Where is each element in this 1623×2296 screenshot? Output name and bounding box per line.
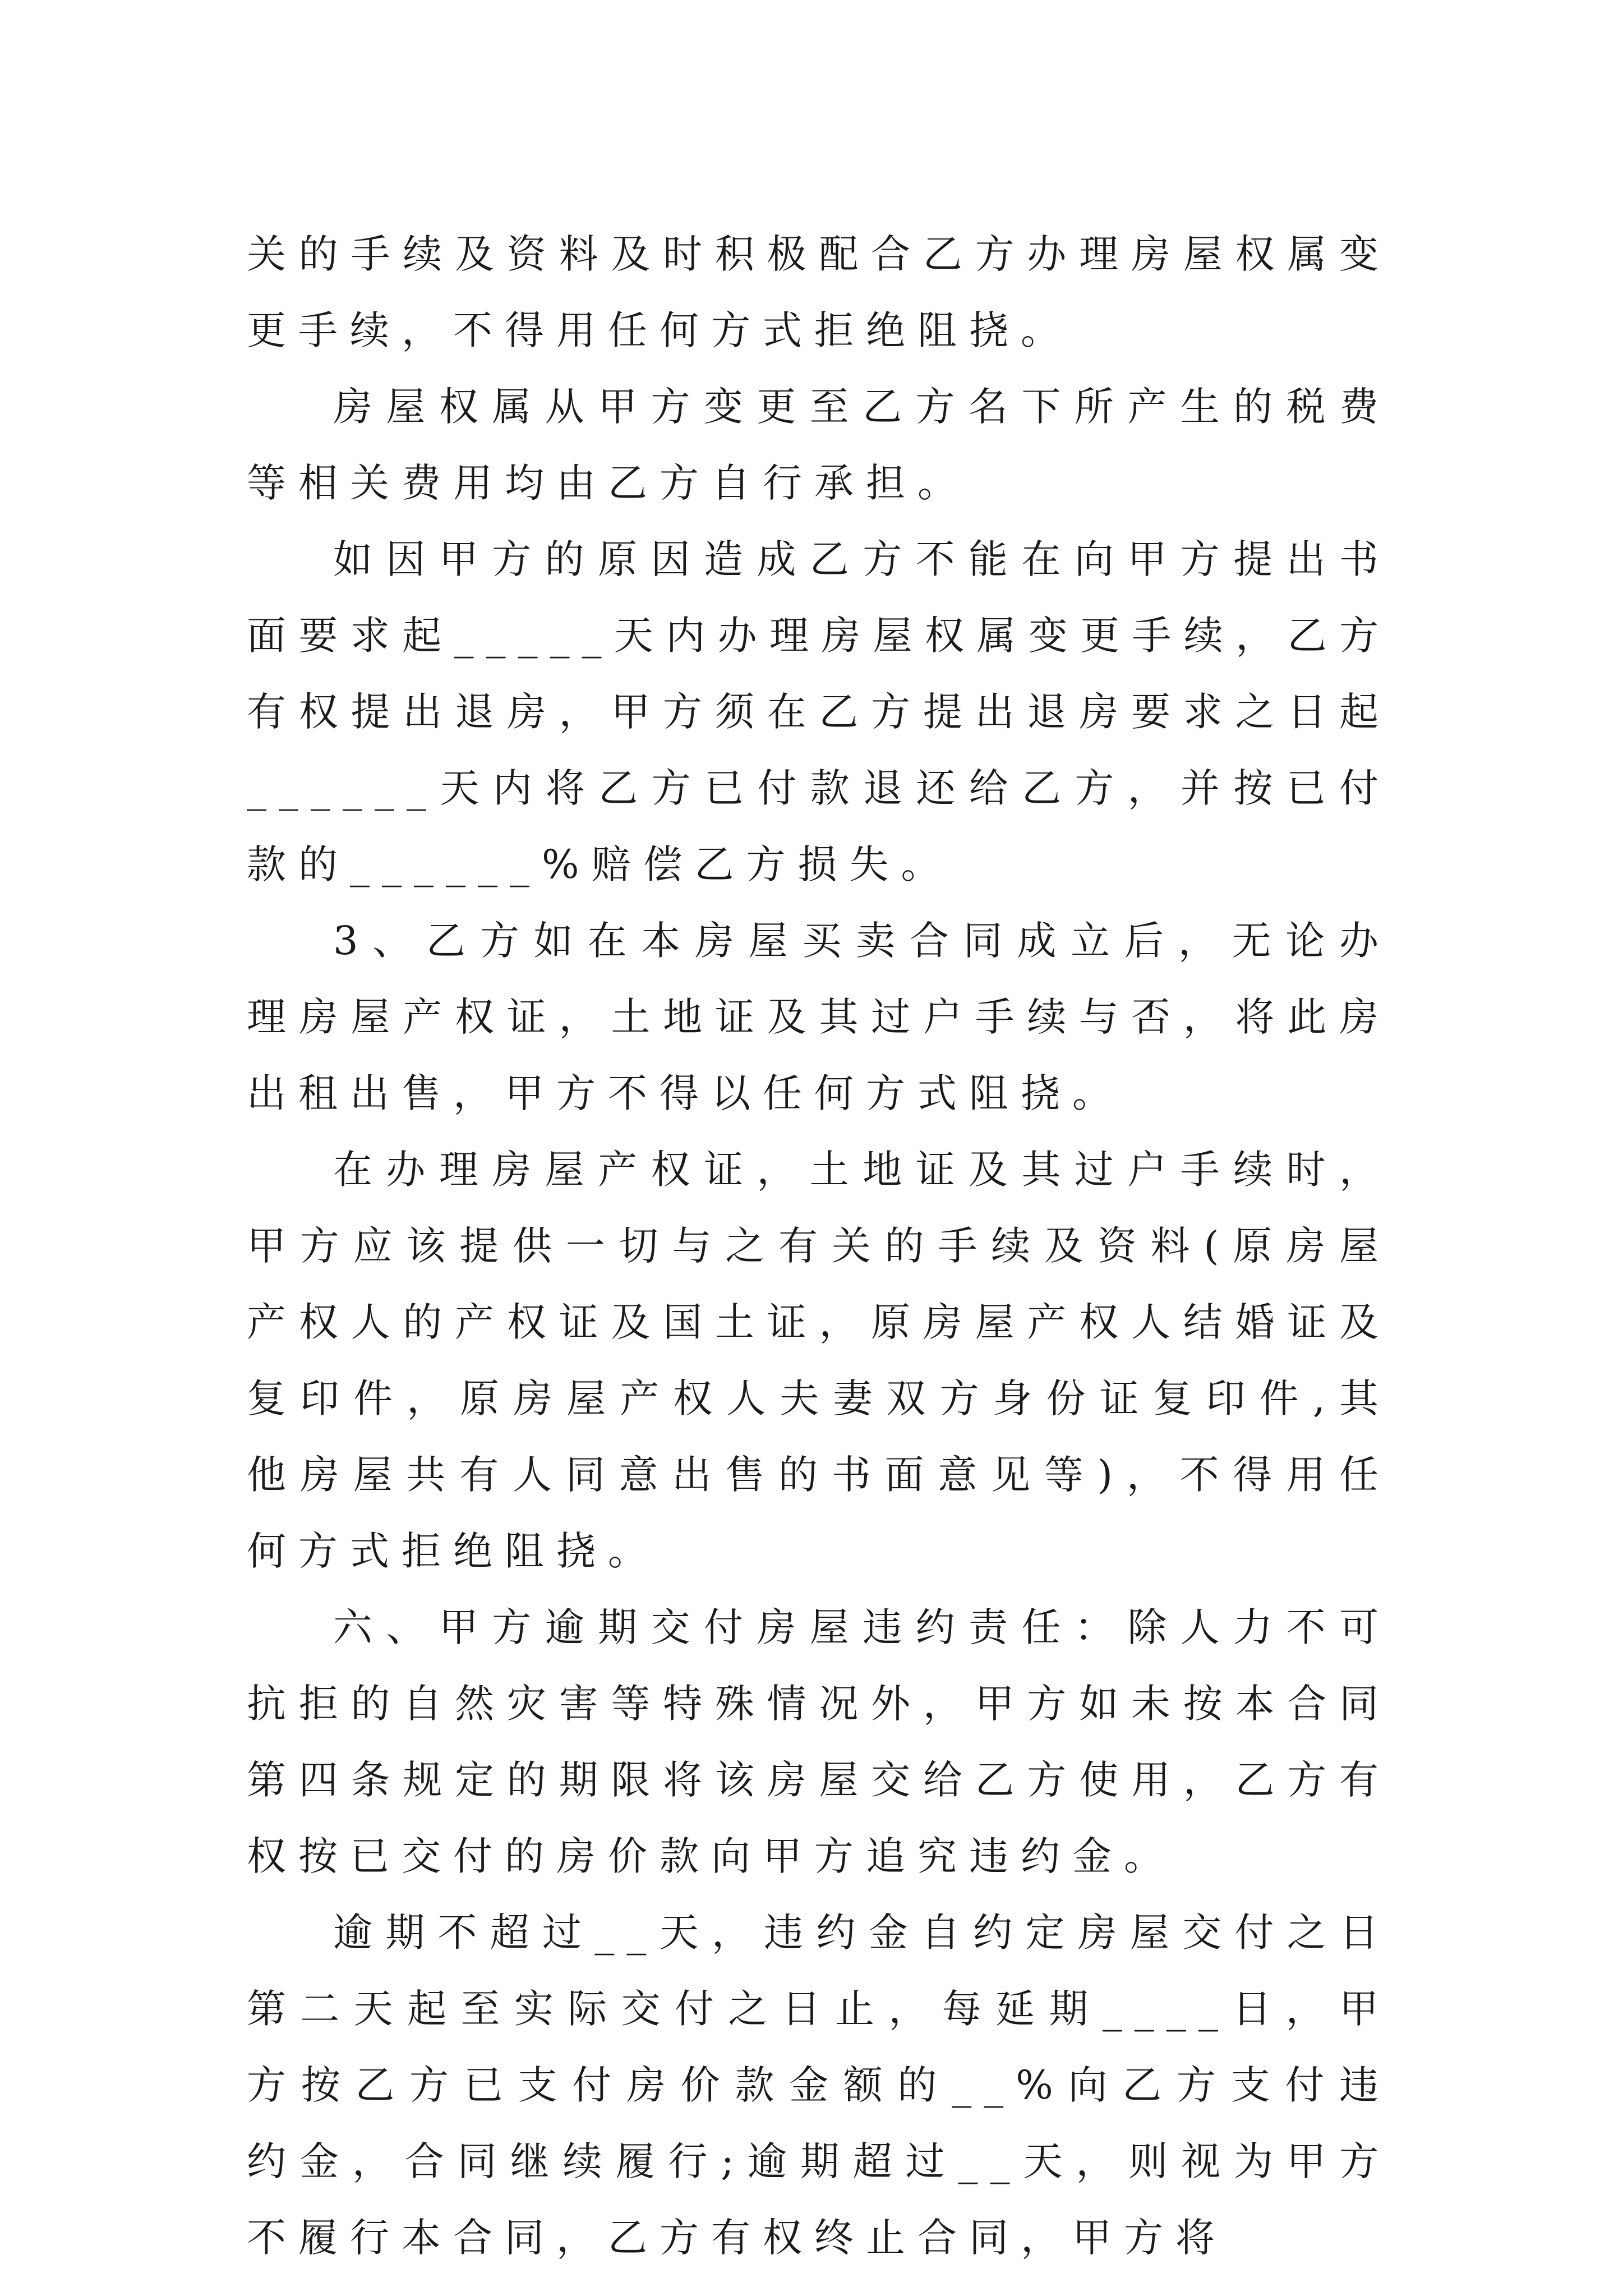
paragraph-4: 3、乙方如在本房屋买卖合同成立后，无论办理房屋产权证，土地证及其过户手续与否，将此房出租出售，甲方不得以任何方式阻挠。 (247, 918, 1391, 1116)
document-page (247, 216, 1391, 2276)
paragraph-5: 在办理房屋产权证，土地证及其过户手续时，甲方应该提供一切与之有关的手续及资料(原房屋产权人的产权证及国土证，原房屋产权人结婚证及复印件，原房屋产权人夫妻双方身份证复印件,其他房屋共有人同意出售的书面意见等)，不得用任何方式拒绝阻挠。 (247, 1147, 1391, 1574)
paragraph-7: 逾期不超过__天，违约金自约定房屋交付之日第二天起至实际交付之日止，每延期____日，甲方按乙方已支付房价款金额的__%向乙方支付违约金，合同继续履行;逾期超过__天，则视为甲方不履行本合同，乙方有权终止合同，甲方将 (247, 1910, 1391, 2261)
paragraph-2: 房屋权属从甲方变更至乙方名下所产生的税费等相关费用均由乙方自行承担。 (247, 384, 1391, 506)
paragraph-3: 如因甲方的原因造成乙方不能在向甲方提出书面要求起_____天内办理房屋权属变更手续，乙方有权提出退房，甲方须在乙方提出退房要求之日起______天内将乙方已付款退还给乙方，并按已付款的______%赔偿乙方损失。 (247, 536, 1391, 887)
paragraph-6: 六、甲方逾期交付房屋违约责任：除人力不可抗拒的自然灾害等特殊情况外，甲方如未按本合同第四条规定的期限将该房屋交给乙方使用，乙方有权按已交付的房价款向甲方追究违约金。 (247, 1604, 1391, 1879)
paragraph-1: 关的手续及资料及时积极配合乙方办理房屋权属变更手续，不得用任何方式拒绝阻挠。 (247, 231, 1391, 353)
